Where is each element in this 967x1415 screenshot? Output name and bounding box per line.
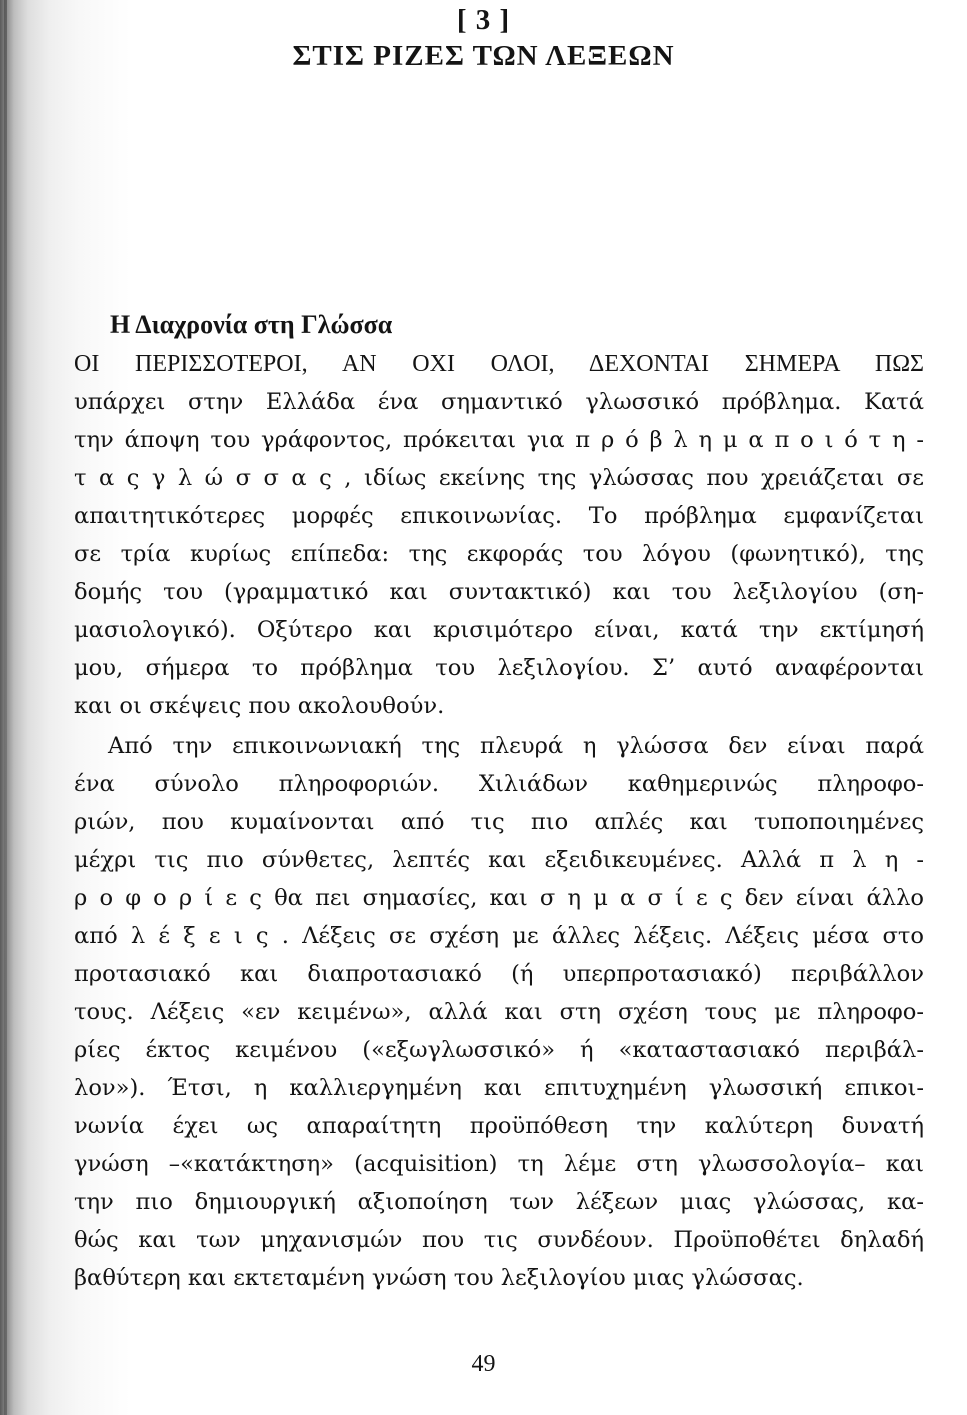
chapter-number: [ 3 ] [456, 4, 511, 36]
text-line: απαιτητικότερες μορφές επικοινωνίας. Το πρόβλημα εμφανίζεται [74, 503, 924, 529]
text-line: την πιο δημιουργική αξιοποίηση των λέξεων μιας γλώσσας, κα- [74, 1189, 924, 1215]
text-line: ΟΙ ΠΕΡΙΣΣΟΤΕΡΟΙ, ΑΝ ΟΧΙ ΟΛΟΙ, ΔΕΧΟΝΤΑΙ ΣΗΜΕΡΑ ΠΩΣ [74, 351, 924, 377]
text-line: δομής του (γραμματικό και συντακτικό) και του λεξιλογίου (ση- [74, 579, 924, 605]
text-line: ρίες έκτος κειμένου («εξωγλωσσικό» ή «καταστασιακό περιβάλ- [74, 1037, 924, 1063]
text-line: ένα σύνολο πληροφοριών. Χιλιάδων καθημερινώς πληροφο- [74, 771, 924, 797]
text-line: από λ έ ξ ε ι ς . Λέξεις σε σχέση με άλλες λέξεις. Λέξεις μέσα στο [74, 923, 924, 949]
chapter-title: ΣΤΙΣ ΡΙΖΕΣ ΤΩΝ ΛΕΞΕΩΝ [292, 40, 675, 72]
text-line: θώς και των μηχανισμών που τις συνδέουν. Προϋποθέτει δηλαδή [74, 1227, 924, 1253]
text-line: μου, σήμερα το πρόβλημα του λεξιλογίου. Σ’ αυτό αναφέρονται [74, 655, 924, 681]
text-line: και οι σκέψεις που ακολουθούν. [74, 693, 445, 719]
text-line: ρ ο φ ο ρ ί ε ς θα πει σημασίες, και σ η μ α σ ί ε ς δεν είναι άλλο [74, 885, 924, 911]
text-line: τους. Λέξεις «εν κειμένω», αλλά και στη σχέση τους με πληροφο- [74, 999, 924, 1025]
text-line: γνώση –«κατάκτηση» (acquisition) τη λέμε στη γλωσσολογία– και [74, 1151, 924, 1177]
page-number: 49 [471, 1351, 496, 1377]
section-heading: Η Διαχρονία στη Γλώσσα [110, 310, 393, 339]
text-line: την άποψη του γράφοντος, πρόκειται για π ρ ό β λ η μ α π ο ι ό τ η - [74, 427, 924, 453]
text-line: Από την επικοινωνιακή της πλευρά η γλώσσα δεν είναι παρά [108, 733, 924, 759]
text-line: νωνία έχει ως απαραίτητη προϋπόθεση την καλύτερη δυνατή [74, 1113, 924, 1139]
text-line: λον»). Έτσι, η καλλιεργημένη και επιτυχημένη γλωσσική επικοι- [74, 1075, 924, 1101]
text-line: τ α ς γ λ ώ σ σ α ς , ιδίως εκείνης της γλώσσας που χρειάζεται σε [74, 465, 924, 491]
text-line: μασιολογικό). Οξύτερο και κρισιμότερο είναι, κατά την εκτίμησή [74, 617, 924, 643]
text-line: μέχρι τις πιο σύνθετες, λεπτές και εξειδικευμένες. Αλλά π λ η - [74, 847, 924, 873]
text-line: βαθύτερη και εκτεταμένη γνώση του λεξιλογίου μιας γλώσσας. [74, 1265, 804, 1291]
text-line: σε τρία κυρίως επίπεδα: της εκφοράς του λόγου (φωνητικό), της [74, 541, 924, 567]
text-line: υπάρχει στην Ελλάδα ένα σημαντικό γλωσσικό πρόβλημα. Κατά [74, 389, 924, 415]
text-line: ριών, που κυμαίνονται από τις πιο απλές και τυποποιημένες [74, 809, 924, 835]
text-line: προτασιακό και διαπροτασιακό (ή υπερπροτασιακό) περιβάλλον [74, 961, 924, 987]
binding-shadow [4, 0, 7, 1415]
